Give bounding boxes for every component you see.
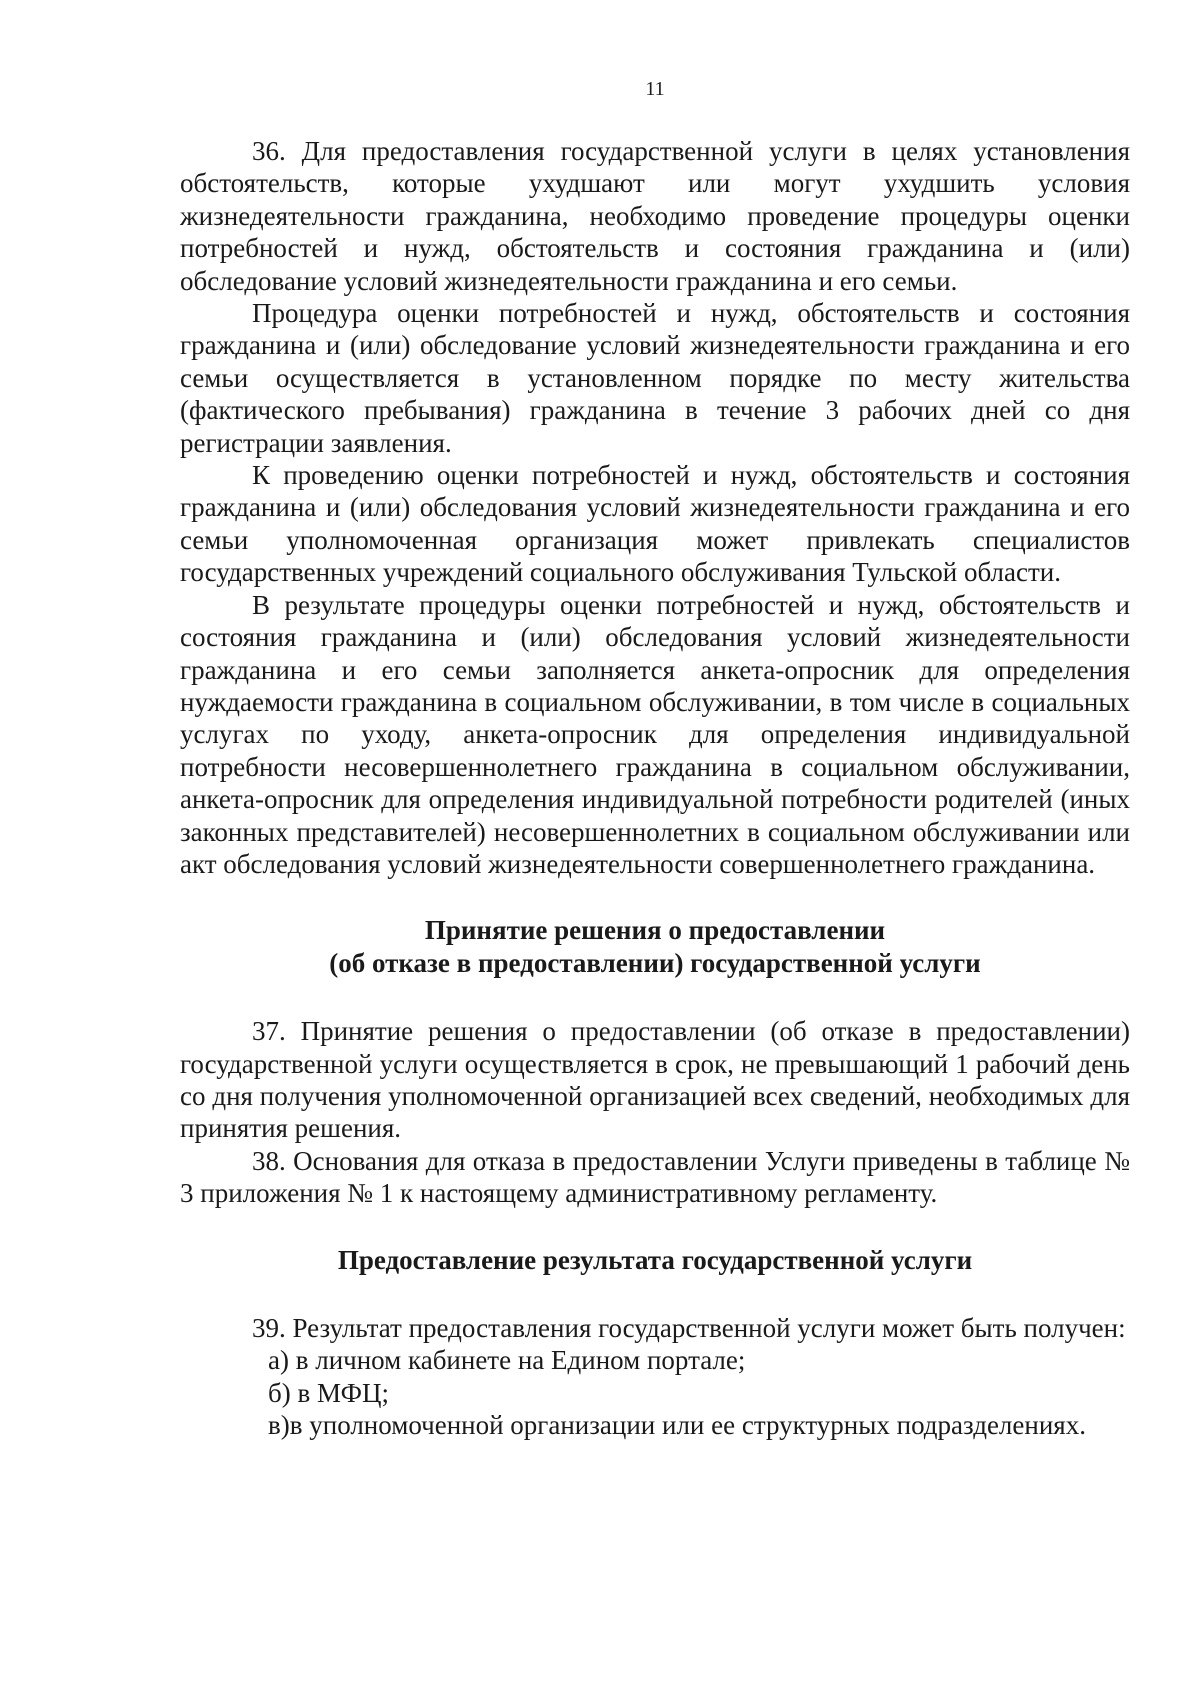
paragraph-specialists: К проведению оценки потребностей и нужд, обстоятельств и состояния гражданина и (или) обследования условий жизнедеятельности гражданина и его семьи уполномоченная организация может привлекать специалистов государственных учреждений социального обслуживания Тульской области. [180, 460, 1130, 588]
section-heading-decision-line1: Принятие решения о предоставлении [424, 915, 886, 946]
list-item-c: в)в уполномоченной организации или ее структурных подразделениях. [268, 1410, 1086, 1441]
paragraph-result-questionnaire: В результате процедуры оценки потребностей и нужд, обстоятельств и состояния гражданина и (или) обследования условий жизнедеятельности гражданина и его семьи заполняется анкета-опросник для определения нуждаемости гражданина в социальном обслуживании, в том числе в социальных услугах по уходу, анкета-опросник для определения индивидуальной потребности несовершеннолетнего гражданина в социальном обслуживании, анкета-опросник для определения индивидуальной потребности родителей (иных законных представителей) несовершеннолетних в социальном обслуживании или акт обследования условий жизнедеятельности совершеннолетнего гражданина. [180, 589, 1130, 879]
paragraph-37: 37. Принятие решения о предоставлении (об отказе в предоставлении) государственной услуги осуществляется в срок, не превышающий 1 рабочий день со дня получения уполномоченной организацией всех сведений, необходимых для принятия решения. [180, 1016, 1130, 1144]
paragraph-39: 39. Результат предоставления государственной услуги может быть получен: [252, 1313, 1126, 1343]
paragraph-38: 38. Основания для отказа в предоставлении Услуги приведены в таблице № 3 приложения № 1 к настоящему административному регламенту. [180, 1145, 1130, 1209]
section-heading-result [180, 1244, 1110, 1276]
section-heading-decision [180, 914, 1110, 979]
section-heading-result-text: Предоставление результата государственной услуги [337, 1244, 973, 1275]
list-item-b: б) в МФЦ; [268, 1377, 389, 1408]
page-number: 11 [645, 78, 665, 100]
section-heading-decision-line2: (об отказе в предоставлении) государственной услуги [329, 947, 981, 978]
paragraph-procedure: Процедура оценки потребностей и нужд, обстоятельств и состояния гражданина и (или) обследование условий жизнедеятельности гражданина и его семьи осуществляется в установленном порядке по месту жительства (фактического пребывания) гражданина в течение 3 рабочих дней со дня регистрации заявления. [180, 298, 1130, 458]
list-item-a: а) в личном кабинете на Едином портале; [268, 1345, 746, 1376]
paragraph-36: 36. Для предоставления государственной услуги в целях установления обстоятельств, которые ухудшают или могут ухудшить условия жизнедеятельности гражданина, необходимо проведение процедуры оценки потребностей и нужд, обстоятельств и состояния гражданина и (или) обследование условий жизнедеятельности гражданина и его семьи. [180, 136, 1130, 296]
